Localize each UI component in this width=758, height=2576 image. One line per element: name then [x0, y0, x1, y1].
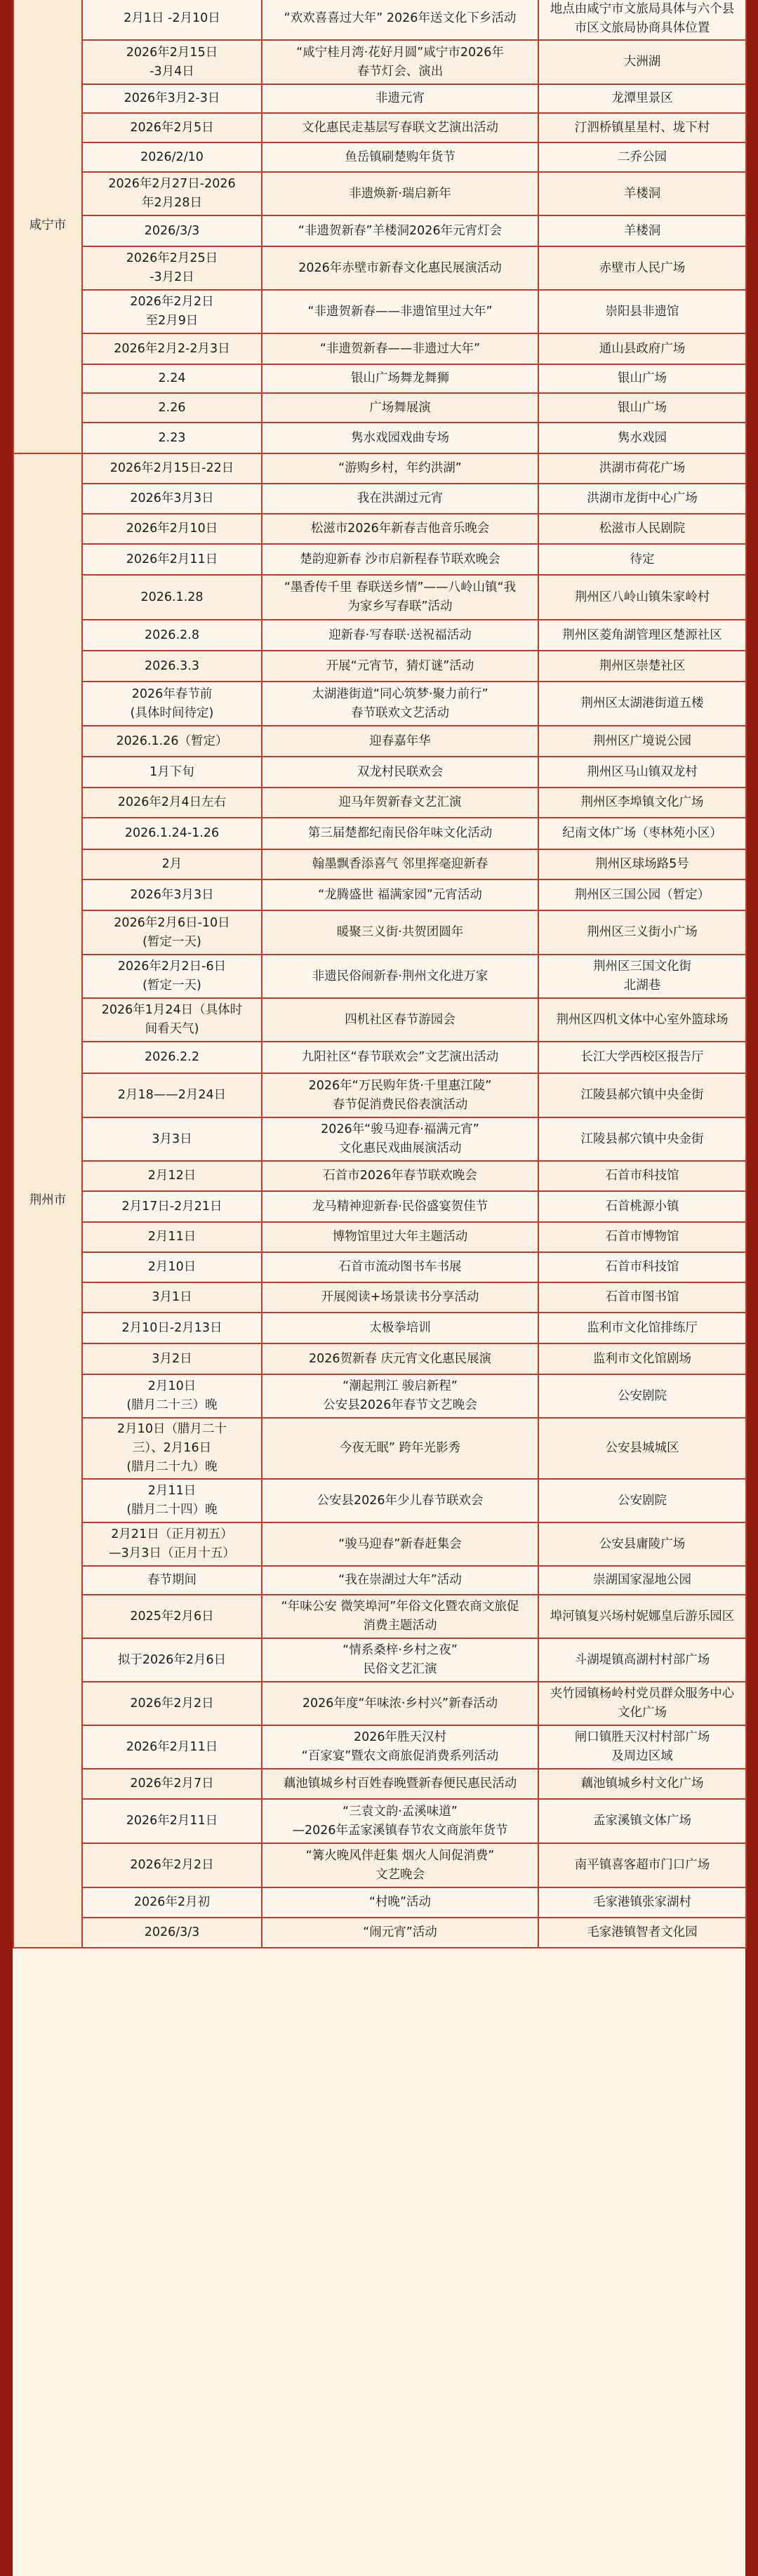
date-cell: 2026年2月15日-22日 — [82, 453, 262, 484]
table-row — [13, 544, 746, 575]
date-cell: 2月12日 — [82, 1161, 262, 1191]
activity-cell: 2026贺新春 庆元宵文化惠民展演 — [262, 1343, 538, 1374]
activity-cell: 2026年赤壁市新春文化惠民展演活动 — [262, 246, 538, 290]
location-cell: 荆州区球场路5号 — [538, 849, 746, 879]
table-row — [13, 757, 746, 788]
activity-cell: 太湖港街道“同心筑梦·聚力前行” 春节联欢文艺活动 — [262, 682, 538, 726]
location-cell: 洪湖市龙街中心广场 — [538, 484, 746, 514]
location-cell: 监利市文化馆剧场 — [538, 1343, 746, 1374]
date-cell: 2026年2月2日 — [82, 1843, 262, 1887]
location-cell: 银山广场 — [538, 364, 746, 393]
date-cell: 2月1日 -2月10日 — [82, 0, 262, 40]
table-row — [13, 484, 746, 514]
location-cell: 夹竹园镇杨岭村党员群众服务中心 文化广场 — [538, 1682, 746, 1725]
table-row — [13, 651, 746, 682]
activity-cell: 广场舞展演 — [262, 393, 538, 423]
location-cell: 荆州区四机文体中心室外篮球场 — [538, 998, 746, 1042]
location-cell: 毛家港镇张家湖村 — [538, 1887, 746, 1918]
activity-cell: 迎新春·写春联·送祝福活动 — [262, 620, 538, 651]
table-row — [13, 682, 746, 726]
table-row — [13, 364, 746, 393]
activity-cell: “游购乡村，年约洪湖” — [262, 453, 538, 484]
date-cell: 2026年2月27日-2026 年2月28日 — [82, 172, 262, 215]
date-cell: 2026/2/10 — [82, 142, 262, 172]
location-cell: 长江大学西校区报告厅 — [538, 1042, 746, 1073]
activity-cell: 隽水戏园戏曲专场 — [262, 423, 538, 453]
activity-cell: 太极拳培训 — [262, 1313, 538, 1343]
table-row — [13, 172, 746, 215]
activity-cell: 龙马精神迎新春·民俗盛宴贺佳节 — [262, 1191, 538, 1222]
table-row — [13, 818, 746, 849]
table-row — [13, 1073, 746, 1117]
activity-cell: 银山广场舞龙舞狮 — [262, 364, 538, 393]
date-cell: 2月17日-2月21日 — [82, 1191, 262, 1222]
location-cell: 荆州区八岭山镇朱家岭村 — [538, 575, 746, 620]
table-row — [13, 1522, 746, 1566]
activity-cell: 博物馆里过大年主题活动 — [262, 1222, 538, 1252]
date-cell: 2026年2月11日 — [82, 1799, 262, 1843]
location-cell: 石首桃源小镇 — [538, 1191, 746, 1222]
location-cell: 公安剧院 — [538, 1374, 746, 1418]
date-cell: 2.24 — [82, 364, 262, 393]
activity-cell: 藕池镇城乡村百姓春晚暨新春便民惠民活动 — [262, 1769, 538, 1799]
date-cell: 2月 — [82, 849, 262, 879]
location-cell: 公安县庸陵广场 — [538, 1522, 746, 1566]
location-cell: 龙潭里景区 — [538, 84, 746, 113]
location-cell: 荆州区菱角湖管理区楚源社区 — [538, 620, 746, 651]
table-row — [13, 1799, 746, 1843]
activity-cell: 暖聚三义街·共贺团圆年 — [262, 910, 538, 955]
location-cell: 毛家港镇智者文化园 — [538, 1918, 746, 1948]
activity-cell: “我在崇湖过大年”活动 — [262, 1566, 538, 1595]
location-cell: 江陵县郝穴镇中央金街 — [538, 1117, 746, 1161]
table-row — [13, 1343, 746, 1374]
location-cell: 羊楼洞 — [538, 172, 746, 215]
table-row — [13, 1191, 746, 1222]
location-cell: 银山广场 — [538, 393, 746, 423]
activity-cell: 开展阅读+场景读书分享活动 — [262, 1282, 538, 1313]
location-cell: 公安剧院 — [538, 1479, 746, 1522]
activity-cell: 2026年度“年味浓·乡村兴”新春活动 — [262, 1682, 538, 1725]
activity-cell: 今夜无眠” 跨年光影秀 — [262, 1418, 538, 1479]
location-cell: 待定 — [538, 544, 746, 575]
date-cell: 2026年2月10日 — [82, 514, 262, 544]
location-cell: 荆州区广境说公园 — [538, 726, 746, 757]
table-row — [13, 1566, 746, 1595]
table-row — [13, 998, 746, 1042]
location-cell: 汀泗桥镇星星村、垅下村 — [538, 113, 746, 142]
activity-cell: 松滋市2026年新春吉他音乐晚会 — [262, 514, 538, 544]
date-cell: 2025年2月6日 — [82, 1595, 262, 1638]
date-cell: 2026年2月15日 -3月4日 — [82, 40, 262, 84]
date-cell: 2月10日-2月13日 — [82, 1313, 262, 1343]
location-cell: 荆州区太湖港街道五楼 — [538, 682, 746, 726]
date-cell: 2026年2月7日 — [82, 1769, 262, 1799]
date-cell: 2026年2月2日 — [82, 1682, 262, 1725]
date-cell: 2026.2.2 — [82, 1042, 262, 1073]
date-cell: 2月10日 (腊月二十三）晚 — [82, 1374, 262, 1418]
table-row — [13, 1887, 746, 1918]
activity-cell: “欢欢喜喜过大年” 2026年送文化下乡活动 — [262, 0, 538, 40]
events-table-body — [13, 0, 746, 1948]
location-cell: 公安县城城区 — [538, 1418, 746, 1479]
date-cell: 2026年2月2-2月3日 — [82, 333, 262, 364]
activity-cell: 2026年“万民购年货·千里惠江陵” 春节促消费民俗表演活动 — [262, 1073, 538, 1117]
table-row — [13, 726, 746, 757]
date-cell: 2026年2月11日 — [82, 544, 262, 575]
table-row — [13, 0, 746, 40]
location-cell: 崇阳县非遗馆 — [538, 290, 746, 333]
date-cell: 2026年2月4日左右 — [82, 788, 262, 818]
location-cell: 荆州区崇楚社区 — [538, 651, 746, 682]
table-row — [13, 1418, 746, 1479]
table-row — [13, 333, 746, 364]
location-cell: 斗湖堤镇高湖村村部广场 — [538, 1638, 746, 1682]
date-cell: 2月11日 — [82, 1222, 262, 1252]
location-cell: 荆州区三义街小广场 — [538, 910, 746, 955]
activity-cell: 开展“元宵节，猜灯谜”活动 — [262, 651, 538, 682]
location-cell: 石首市图书馆 — [538, 1282, 746, 1313]
date-cell: 2026.2.8 — [82, 620, 262, 651]
table-row — [13, 215, 746, 246]
activity-cell: “墨香传千里 春联送乡情”——八岭山镇“我 为家乡写春联”活动 — [262, 575, 538, 620]
table-row — [13, 1769, 746, 1799]
activity-cell: 文化惠民走基层写春联文艺演出活动 — [262, 113, 538, 142]
date-cell: 2026/3/3 — [82, 215, 262, 246]
location-cell: 孟家溪镇文体广场 — [538, 1799, 746, 1843]
table-row — [13, 1595, 746, 1638]
date-cell: 2026年2月11日 — [82, 1725, 262, 1769]
events-table — [13, 0, 747, 1948]
location-cell: 羊楼洞 — [538, 215, 746, 246]
location-cell: 石首市科技馆 — [538, 1252, 746, 1282]
date-cell: 2.23 — [82, 423, 262, 453]
table-row — [13, 113, 746, 142]
date-cell: 2月10日 — [82, 1252, 262, 1282]
table-row — [13, 40, 746, 84]
table-row — [13, 1117, 746, 1161]
date-cell: 2月11日 (腊月二十四）晚 — [82, 1479, 262, 1522]
date-cell: 2026年春节前 (具体时间待定) — [82, 682, 262, 726]
activity-cell: 九阳社区“春节联欢会”文艺演出活动 — [262, 1042, 538, 1073]
activity-cell: “非遗贺新春”羊楼洞2026年元宵灯会 — [262, 215, 538, 246]
location-cell: 隽水戏园 — [538, 423, 746, 453]
location-cell: 通山县政府广场 — [538, 333, 746, 364]
table-row — [13, 1374, 746, 1418]
table-row — [13, 1918, 746, 1948]
location-cell: 荆州区三国文化街 北湖巷 — [538, 955, 746, 998]
table-row — [13, 1725, 746, 1769]
table-row — [13, 84, 746, 113]
activity-cell: 石首市流动图书车书展 — [262, 1252, 538, 1282]
table-row — [13, 1682, 746, 1725]
table-row — [13, 1479, 746, 1522]
table-row — [13, 1042, 746, 1073]
date-cell: 春节期间 — [82, 1566, 262, 1595]
table-row — [13, 290, 746, 333]
activity-cell: 公安县2026年少儿春节联欢会 — [262, 1479, 538, 1522]
activity-cell: 双龙村民联欢会 — [262, 757, 538, 788]
activity-cell: 非遗民俗闹新春·荆州文化进万家 — [262, 955, 538, 998]
table-row — [13, 1282, 746, 1313]
date-cell: 2026年2月5日 — [82, 113, 262, 142]
date-cell: 2026年2月2日 至2月9日 — [82, 290, 262, 333]
table-row — [13, 142, 746, 172]
activity-cell: 石首市2026年春节联欢晚会 — [262, 1161, 538, 1191]
table-row — [13, 879, 746, 910]
location-cell: 埠河镇复兴场村妮娜皇后游乐园区 — [538, 1595, 746, 1638]
location-cell: 松滋市人民剧院 — [538, 514, 746, 544]
location-cell: 荆州区李埠镇文化广场 — [538, 788, 746, 818]
activity-cell: “年味公安 微笑埠河”年俗文化暨农商文旅促 消费主题活动 — [262, 1595, 538, 1638]
activity-cell: “骏马迎春”新春赶集会 — [262, 1522, 538, 1566]
location-cell: 纪南文体广场（枣林苑小区） — [538, 818, 746, 849]
table-row — [13, 1222, 746, 1252]
date-cell: 2026年3月3日 — [82, 484, 262, 514]
activity-cell: 2026年胜天汉村 “百家宴”暨农文商旅促消费系列活动 — [262, 1725, 538, 1769]
date-cell: 3月3日 — [82, 1117, 262, 1161]
table-row — [13, 849, 746, 879]
date-cell: 2月21日（正月初五） —3月3日（正月十五） — [82, 1522, 262, 1566]
date-cell: 2026年1月24日（具体时 间看天气) — [82, 998, 262, 1042]
activity-cell: “情系桑梓·乡村之夜” 民俗文艺汇演 — [262, 1638, 538, 1682]
table-row — [13, 575, 746, 620]
location-cell: 石首市科技馆 — [538, 1161, 746, 1191]
date-cell: 2026.1.28 — [82, 575, 262, 620]
location-cell: 洪湖市荷花广场 — [538, 453, 746, 484]
table-row — [13, 393, 746, 423]
date-cell: 2026年2月初 — [82, 1887, 262, 1918]
date-cell: 3月1日 — [82, 1282, 262, 1313]
table-row — [13, 620, 746, 651]
date-cell: 2026.1.24-1.26 — [82, 818, 262, 849]
date-cell: 拟于2026年2月6日 — [82, 1638, 262, 1682]
activity-cell: 第三届楚都纪南民俗年味文化活动 — [262, 818, 538, 849]
activity-cell: “非遗贺新春——非遗馆里过大年” — [262, 290, 538, 333]
activity-cell: “潮起荆江 骏启新程” 公安县2026年春节文艺晚会 — [262, 1374, 538, 1418]
activity-cell: “咸宁桂月湾·花好月圆”咸宁市2026年 春节灯会、演出 — [262, 40, 538, 84]
date-cell: 1月下旬 — [82, 757, 262, 788]
location-cell: 南平镇喜客超市门口广场 — [538, 1843, 746, 1887]
date-cell: 2026年3月3日 — [82, 879, 262, 910]
table-row — [13, 788, 746, 818]
date-cell: 2026.3.3 — [82, 651, 262, 682]
activity-cell: 四机社区春节游园会 — [262, 998, 538, 1042]
table-row — [13, 453, 746, 484]
date-cell: 2月18——2月24日 — [82, 1073, 262, 1117]
location-cell: 江陵县郝穴镇中央金街 — [538, 1073, 746, 1117]
table-row — [13, 910, 746, 955]
activity-cell: 迎春嘉年华 — [262, 726, 538, 757]
location-cell: 地点由咸宁市文旅局具体与六个县市区文旅局协商具体位置 — [538, 0, 746, 40]
location-cell: 闸口镇胜天汉村村部广场 及周边区域 — [538, 1725, 746, 1769]
location-cell: 藕池镇城乡村文化广场 — [538, 1769, 746, 1799]
location-cell: 荆州区三国公园（暂定） — [538, 879, 746, 910]
activity-cell: “篝火晚风伴赶集 烟火人间促消费” 文艺晚会 — [262, 1843, 538, 1887]
activity-cell: “龙腾盛世 福满家园”元宵活动 — [262, 879, 538, 910]
date-cell: 2026年2月6日-10日 (暂定一天) — [82, 910, 262, 955]
city-cell: 荆州市 — [13, 453, 82, 1948]
table-row — [13, 1161, 746, 1191]
location-cell: 荆州区马山镇双龙村 — [538, 757, 746, 788]
date-cell: 3月2日 — [82, 1343, 262, 1374]
location-cell: 石首市博物馆 — [538, 1222, 746, 1252]
activity-cell: 非遗焕新·瑞启新年 — [262, 172, 538, 215]
table-row — [13, 423, 746, 453]
activity-cell: “三袁文韵·孟溪味道” —2026年孟家溪镇春节农文商旅年货节 — [262, 1799, 538, 1843]
city-cell: 咸宁市 — [13, 0, 82, 453]
date-cell: 2.26 — [82, 393, 262, 423]
location-cell: 赤壁市人民广场 — [538, 246, 746, 290]
activity-cell: “非遗贺新春——非遗过大年” — [262, 333, 538, 364]
activity-cell: 翰墨飘香添喜气 邻里挥毫迎新春 — [262, 849, 538, 879]
table-row — [13, 1843, 746, 1887]
table-row — [13, 1638, 746, 1682]
activity-cell: 迎马年贺新春文艺汇演 — [262, 788, 538, 818]
activity-cell: 鱼岳镇刷楚购年货节 — [262, 142, 538, 172]
date-cell: 2026年3月2-3日 — [82, 84, 262, 113]
location-cell: 崇湖国家湿地公园 — [538, 1566, 746, 1595]
activity-cell: “村晚”活动 — [262, 1887, 538, 1918]
activity-cell: “闹元宵”活动 — [262, 1918, 538, 1948]
location-cell: 监利市文化馆排练厅 — [538, 1313, 746, 1343]
date-cell: 2月10日（腊月二十 三）、2月16日 (腊月二十九）晚 — [82, 1418, 262, 1479]
date-cell: 2026年2月25日 -3月2日 — [82, 246, 262, 290]
table-row — [13, 514, 746, 544]
date-cell: 2026.1.26（暂定） — [82, 726, 262, 757]
activity-cell: 我在洪湖过元宵 — [262, 484, 538, 514]
activity-cell: 楚韵迎新春 沙市启新程春节联欢晚会 — [262, 544, 538, 575]
table-row — [13, 246, 746, 290]
location-cell: 大洲湖 — [538, 40, 746, 84]
location-cell: 二乔公园 — [538, 142, 746, 172]
table-row — [13, 1252, 746, 1282]
activity-cell: 非遗元宵 — [262, 84, 538, 113]
activity-cell: 2026年“骏马迎春·福满元宵” 文化惠民戏曲展演活动 — [262, 1117, 538, 1161]
date-cell: 2026年2月2日-6日 (暂定一天) — [82, 955, 262, 998]
table-row — [13, 955, 746, 998]
table-row — [13, 1313, 746, 1343]
date-cell: 2026/3/3 — [82, 1918, 262, 1948]
